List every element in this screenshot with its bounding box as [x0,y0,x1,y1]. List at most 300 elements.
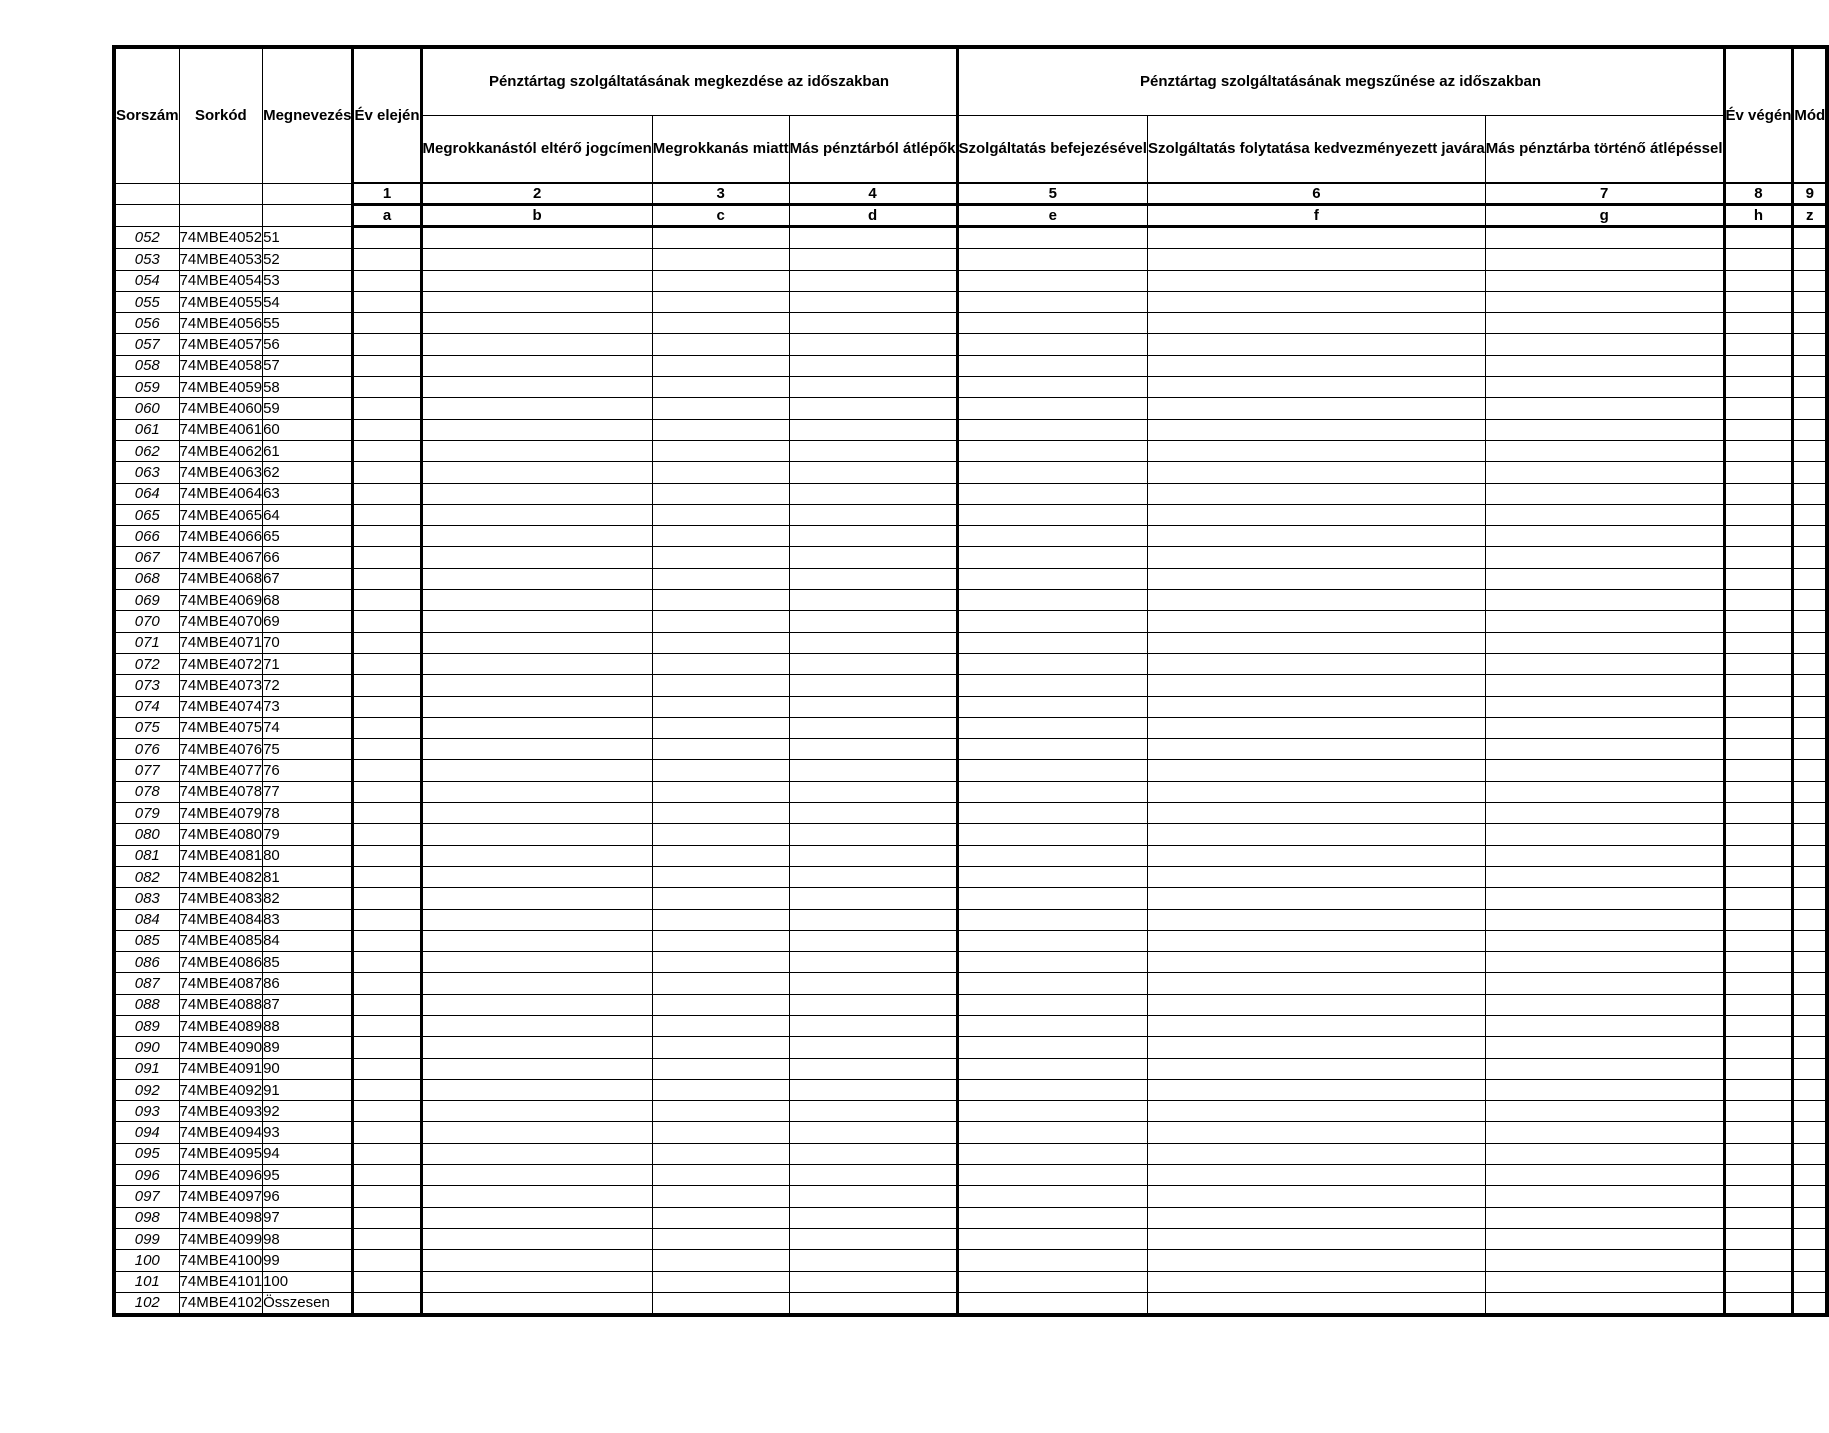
data-cell[interactable] [652,824,789,845]
data-cell[interactable] [1485,1207,1724,1228]
data-cell[interactable] [353,1143,421,1164]
data-cell[interactable] [1793,377,1827,398]
data-cell[interactable] [957,803,1147,824]
data-cell[interactable] [353,1079,421,1100]
data-cell[interactable] [652,803,789,824]
data-cell[interactable] [1147,1143,1485,1164]
data-cell[interactable] [1724,526,1793,547]
data-cell[interactable] [1147,249,1485,270]
data-cell[interactable] [421,227,652,249]
data-cell[interactable] [652,845,789,866]
data-cell[interactable] [1147,547,1485,568]
data-cell[interactable] [789,696,957,717]
data-cell[interactable] [1147,1058,1485,1079]
data-cell[interactable] [1724,249,1793,270]
data-cell[interactable] [789,930,957,951]
data-cell[interactable] [1724,377,1793,398]
data-cell[interactable] [1793,930,1827,951]
data-cell[interactable] [652,547,789,568]
data-cell[interactable] [1485,803,1724,824]
data-cell[interactable] [957,611,1147,632]
data-cell[interactable] [353,696,421,717]
data-cell[interactable] [1485,1037,1724,1058]
data-cell[interactable] [1793,1122,1827,1143]
data-cell[interactable] [421,994,652,1015]
data-cell[interactable] [1485,1165,1724,1186]
data-cell[interactable] [789,824,957,845]
data-cell[interactable] [957,313,1147,334]
data-cell[interactable] [421,568,652,589]
data-cell[interactable] [1793,1292,1827,1315]
data-cell[interactable] [421,398,652,419]
data-cell[interactable] [652,781,789,802]
data-cell[interactable] [421,590,652,611]
data-cell[interactable] [1724,952,1793,973]
data-cell[interactable] [353,377,421,398]
data-cell[interactable] [789,526,957,547]
data-cell[interactable] [421,1015,652,1036]
data-cell[interactable] [1485,568,1724,589]
data-cell[interactable] [957,1292,1147,1315]
data-cell[interactable] [1485,1122,1724,1143]
data-cell[interactable] [1793,973,1827,994]
data-cell[interactable] [1485,398,1724,419]
data-cell[interactable] [1724,462,1793,483]
data-cell[interactable] [1724,930,1793,951]
data-cell[interactable] [957,824,1147,845]
data-cell[interactable] [1724,1207,1793,1228]
data-cell[interactable] [957,653,1147,674]
data-cell[interactable] [353,760,421,781]
data-cell[interactable] [1724,1228,1793,1249]
data-cell[interactable] [1793,739,1827,760]
data-cell[interactable] [652,739,789,760]
data-cell[interactable] [1147,909,1485,930]
data-cell[interactable] [789,227,957,249]
data-cell[interactable] [1724,227,1793,249]
data-cell[interactable] [652,462,789,483]
data-cell[interactable] [957,377,1147,398]
data-cell[interactable] [421,1271,652,1292]
data-cell[interactable] [1724,1292,1793,1315]
data-cell[interactable] [1485,717,1724,738]
data-cell[interactable] [1485,1186,1724,1207]
data-cell[interactable] [957,1165,1147,1186]
data-cell[interactable] [1793,291,1827,312]
data-cell[interactable] [1485,888,1724,909]
data-cell[interactable] [1793,355,1827,376]
data-cell[interactable] [1724,888,1793,909]
data-cell[interactable] [1485,547,1724,568]
data-cell[interactable] [421,1250,652,1271]
data-cell[interactable] [353,462,421,483]
data-cell[interactable] [652,653,789,674]
data-cell[interactable] [1793,611,1827,632]
data-cell[interactable] [353,653,421,674]
data-cell[interactable] [957,227,1147,249]
data-cell[interactable] [957,547,1147,568]
data-cell[interactable] [957,845,1147,866]
data-cell[interactable] [353,526,421,547]
data-cell[interactable] [957,334,1147,355]
data-cell[interactable] [1724,440,1793,461]
data-cell[interactable] [789,270,957,291]
data-cell[interactable] [353,483,421,504]
data-cell[interactable] [1147,866,1485,887]
data-cell[interactable] [421,1165,652,1186]
data-cell[interactable] [1147,739,1485,760]
data-cell[interactable] [421,845,652,866]
data-cell[interactable] [353,824,421,845]
data-cell[interactable] [1793,590,1827,611]
data-cell[interactable] [353,249,421,270]
data-cell[interactable] [421,355,652,376]
data-cell[interactable] [652,270,789,291]
data-cell[interactable] [1793,483,1827,504]
data-cell[interactable] [421,1186,652,1207]
data-cell[interactable] [1485,462,1724,483]
data-cell[interactable] [1485,249,1724,270]
data-cell[interactable] [1485,313,1724,334]
data-cell[interactable] [1147,526,1485,547]
data-cell[interactable] [1147,717,1485,738]
data-cell[interactable] [1485,632,1724,653]
data-cell[interactable] [421,888,652,909]
data-cell[interactable] [957,1122,1147,1143]
data-cell[interactable] [1147,313,1485,334]
data-cell[interactable] [421,909,652,930]
data-cell[interactable] [421,526,652,547]
data-cell[interactable] [421,547,652,568]
data-cell[interactable] [652,1271,789,1292]
data-cell[interactable] [957,355,1147,376]
data-cell[interactable] [652,504,789,525]
data-cell[interactable] [353,504,421,525]
data-cell[interactable] [1793,888,1827,909]
data-cell[interactable] [1793,803,1827,824]
data-cell[interactable] [421,717,652,738]
data-cell[interactable] [1724,866,1793,887]
data-cell[interactable] [1485,526,1724,547]
data-cell[interactable] [789,632,957,653]
data-cell[interactable] [1485,419,1724,440]
data-cell[interactable] [421,291,652,312]
data-cell[interactable] [652,313,789,334]
data-cell[interactable] [1793,334,1827,355]
data-cell[interactable] [1793,1079,1827,1100]
data-cell[interactable] [652,440,789,461]
data-cell[interactable] [1724,1122,1793,1143]
data-cell[interactable] [1147,824,1485,845]
data-cell[interactable] [789,291,957,312]
data-cell[interactable] [652,888,789,909]
data-cell[interactable] [1147,291,1485,312]
data-cell[interactable] [1793,845,1827,866]
data-cell[interactable] [957,1250,1147,1271]
data-cell[interactable] [1724,803,1793,824]
data-cell[interactable] [652,1207,789,1228]
data-cell[interactable] [1147,611,1485,632]
data-cell[interactable] [957,462,1147,483]
data-cell[interactable] [353,930,421,951]
data-cell[interactable] [1147,1228,1485,1249]
data-cell[interactable] [1793,675,1827,696]
data-cell[interactable] [1724,1079,1793,1100]
data-cell[interactable] [1793,952,1827,973]
data-cell[interactable] [1147,398,1485,419]
data-cell[interactable] [1147,270,1485,291]
data-cell[interactable] [652,483,789,504]
data-cell[interactable] [353,291,421,312]
data-cell[interactable] [421,1037,652,1058]
data-cell[interactable] [1793,568,1827,589]
data-cell[interactable] [789,590,957,611]
data-cell[interactable] [957,909,1147,930]
data-cell[interactable] [1147,568,1485,589]
data-cell[interactable] [1147,803,1485,824]
data-cell[interactable] [789,845,957,866]
data-cell[interactable] [1485,1292,1724,1315]
data-cell[interactable] [353,675,421,696]
data-cell[interactable] [789,1165,957,1186]
data-cell[interactable] [789,483,957,504]
data-cell[interactable] [957,1143,1147,1164]
data-cell[interactable] [353,973,421,994]
data-cell[interactable] [1485,440,1724,461]
data-cell[interactable] [1793,1015,1827,1036]
data-cell[interactable] [1793,824,1827,845]
data-cell[interactable] [1793,1165,1827,1186]
data-cell[interactable] [1724,1015,1793,1036]
data-cell[interactable] [1724,590,1793,611]
data-cell[interactable] [789,1037,957,1058]
data-cell[interactable] [421,632,652,653]
data-cell[interactable] [789,952,957,973]
data-cell[interactable] [957,526,1147,547]
data-cell[interactable] [1147,377,1485,398]
data-cell[interactable] [1724,313,1793,334]
data-cell[interactable] [353,334,421,355]
data-cell[interactable] [421,675,652,696]
data-cell[interactable] [353,590,421,611]
data-cell[interactable] [1793,866,1827,887]
data-cell[interactable] [353,781,421,802]
data-cell[interactable] [353,227,421,249]
data-cell[interactable] [1793,1207,1827,1228]
data-cell[interactable] [1485,334,1724,355]
data-cell[interactable] [957,1037,1147,1058]
data-cell[interactable] [421,824,652,845]
data-cell[interactable] [1724,973,1793,994]
data-cell[interactable] [1147,1101,1485,1122]
data-cell[interactable] [652,994,789,1015]
data-cell[interactable] [421,377,652,398]
data-cell[interactable] [789,866,957,887]
data-cell[interactable] [1485,781,1724,802]
data-cell[interactable] [789,611,957,632]
data-cell[interactable] [421,504,652,525]
data-cell[interactable] [421,760,652,781]
data-cell[interactable] [1147,1292,1485,1315]
data-cell[interactable] [1147,355,1485,376]
data-cell[interactable] [353,1271,421,1292]
data-cell[interactable] [957,270,1147,291]
data-cell[interactable] [353,717,421,738]
data-cell[interactable] [789,1228,957,1249]
data-cell[interactable] [789,1207,957,1228]
data-cell[interactable] [421,973,652,994]
data-cell[interactable] [1485,973,1724,994]
data-cell[interactable] [421,1292,652,1315]
data-cell[interactable] [652,611,789,632]
data-cell[interactable] [421,1058,652,1079]
data-cell[interactable] [652,696,789,717]
data-cell[interactable] [652,398,789,419]
data-cell[interactable] [789,803,957,824]
data-cell[interactable] [1147,1122,1485,1143]
data-cell[interactable] [1485,1101,1724,1122]
data-cell[interactable] [1147,504,1485,525]
data-cell[interactable] [1724,760,1793,781]
data-cell[interactable] [652,973,789,994]
data-cell[interactable] [421,866,652,887]
data-cell[interactable] [1485,1079,1724,1100]
data-cell[interactable] [1485,1143,1724,1164]
data-cell[interactable] [957,930,1147,951]
data-cell[interactable] [1147,590,1485,611]
data-cell[interactable] [652,1143,789,1164]
data-cell[interactable] [353,313,421,334]
data-cell[interactable] [1793,653,1827,674]
data-cell[interactable] [789,377,957,398]
data-cell[interactable] [957,590,1147,611]
data-cell[interactable] [1147,1015,1485,1036]
data-cell[interactable] [1793,504,1827,525]
data-cell[interactable] [1147,632,1485,653]
data-cell[interactable] [1485,909,1724,930]
data-cell[interactable] [957,632,1147,653]
data-cell[interactable] [1724,1165,1793,1186]
data-cell[interactable] [789,994,957,1015]
data-cell[interactable] [789,313,957,334]
data-cell[interactable] [957,1207,1147,1228]
data-cell[interactable] [652,355,789,376]
data-cell[interactable] [1147,653,1485,674]
data-cell[interactable] [957,888,1147,909]
data-cell[interactable] [1724,653,1793,674]
data-cell[interactable] [1724,270,1793,291]
data-cell[interactable] [957,1228,1147,1249]
data-cell[interactable] [1724,675,1793,696]
data-cell[interactable] [957,717,1147,738]
data-cell[interactable] [1724,824,1793,845]
data-cell[interactable] [421,1101,652,1122]
data-cell[interactable] [1147,760,1485,781]
data-cell[interactable] [421,249,652,270]
data-cell[interactable] [1147,952,1485,973]
data-cell[interactable] [353,739,421,760]
data-cell[interactable] [1724,1250,1793,1271]
data-cell[interactable] [421,1207,652,1228]
data-cell[interactable] [1793,1058,1827,1079]
data-cell[interactable] [957,1058,1147,1079]
data-cell[interactable] [1147,1165,1485,1186]
data-cell[interactable] [421,803,652,824]
data-cell[interactable] [652,1079,789,1100]
data-cell[interactable] [1724,547,1793,568]
data-cell[interactable] [1147,227,1485,249]
data-cell[interactable] [957,568,1147,589]
data-cell[interactable] [957,1101,1147,1122]
data-cell[interactable] [1793,994,1827,1015]
data-cell[interactable] [1485,1058,1724,1079]
data-cell[interactable] [421,1143,652,1164]
data-cell[interactable] [957,291,1147,312]
data-cell[interactable] [1724,568,1793,589]
data-cell[interactable] [1147,440,1485,461]
data-cell[interactable] [1724,419,1793,440]
data-cell[interactable] [1724,1101,1793,1122]
data-cell[interactable] [1147,1250,1485,1271]
data-cell[interactable] [421,440,652,461]
data-cell[interactable] [421,1228,652,1249]
data-cell[interactable] [957,739,1147,760]
data-cell[interactable] [421,419,652,440]
data-cell[interactable] [1724,909,1793,930]
data-cell[interactable] [1485,845,1724,866]
data-cell[interactable] [421,270,652,291]
data-cell[interactable] [1793,1143,1827,1164]
data-cell[interactable] [652,909,789,930]
data-cell[interactable] [353,1165,421,1186]
data-cell[interactable] [789,781,957,802]
data-cell[interactable] [1485,1250,1724,1271]
data-cell[interactable] [1793,1037,1827,1058]
data-cell[interactable] [1147,973,1485,994]
data-cell[interactable] [652,1292,789,1315]
data-cell[interactable] [789,1186,957,1207]
data-cell[interactable] [1793,1228,1827,1249]
data-cell[interactable] [1485,377,1724,398]
data-cell[interactable] [1724,1271,1793,1292]
data-cell[interactable] [1724,334,1793,355]
data-cell[interactable] [1485,270,1724,291]
data-cell[interactable] [353,803,421,824]
data-cell[interactable] [353,547,421,568]
data-cell[interactable] [1724,632,1793,653]
data-cell[interactable] [957,483,1147,504]
data-cell[interactable] [1793,249,1827,270]
data-cell[interactable] [353,632,421,653]
data-cell[interactable] [789,568,957,589]
data-cell[interactable] [1485,355,1724,376]
data-cell[interactable] [1793,781,1827,802]
data-cell[interactable] [421,1122,652,1143]
data-cell[interactable] [1793,227,1827,249]
data-cell[interactable] [652,249,789,270]
data-cell[interactable] [652,1228,789,1249]
data-cell[interactable] [789,355,957,376]
data-cell[interactable] [421,696,652,717]
data-cell[interactable] [957,973,1147,994]
data-cell[interactable] [789,1058,957,1079]
data-cell[interactable] [353,1228,421,1249]
data-cell[interactable] [1793,398,1827,419]
data-cell[interactable] [353,355,421,376]
data-cell[interactable] [957,504,1147,525]
data-cell[interactable] [1793,909,1827,930]
data-cell[interactable] [1724,483,1793,504]
